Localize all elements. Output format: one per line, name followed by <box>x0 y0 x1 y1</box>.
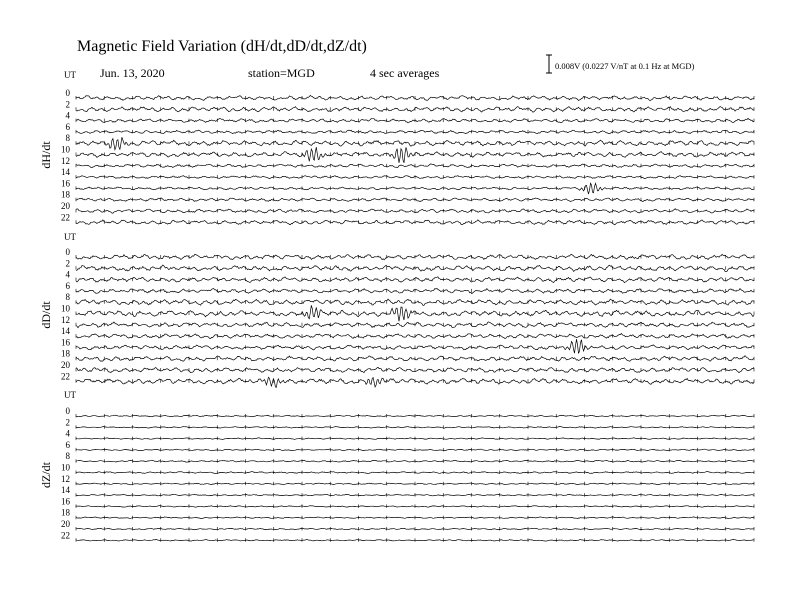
row-label: 22 <box>61 530 70 541</box>
row-label: 12 <box>61 473 70 484</box>
row-label: 4 <box>65 269 70 280</box>
panel-label: dZ/dt <box>39 462 53 488</box>
row-label: 22 <box>61 212 70 223</box>
ut-label: UT <box>64 232 76 242</box>
row-label: 20 <box>61 519 70 529</box>
row-label: 10 <box>61 144 70 155</box>
row-label: 20 <box>61 201 70 211</box>
panel-label: dD/dt <box>39 301 53 329</box>
row-label: 10 <box>61 303 70 314</box>
panel-label: dH/dt <box>39 141 53 169</box>
row-label: 18 <box>61 189 70 200</box>
row-label: 16 <box>61 337 70 348</box>
row-label: 16 <box>61 496 70 507</box>
row-label: 12 <box>61 314 70 325</box>
row-label: 6 <box>65 280 70 291</box>
row-label: 2 <box>65 258 70 269</box>
row-label: 8 <box>65 451 70 462</box>
row-label: 14 <box>61 326 70 337</box>
row-label: 22 <box>61 371 70 382</box>
scale-bar-label: 0.008V (0.0227 V/nT at 0.1 Hz at MGD) <box>555 61 695 71</box>
averaging-label: 4 sec averages <box>370 66 440 80</box>
ut-label: UT <box>64 70 76 80</box>
row-label: 0 <box>65 88 70 98</box>
row-label: 0 <box>65 406 70 416</box>
row-label: 6 <box>65 121 70 132</box>
row-label: 12 <box>61 155 70 166</box>
row-label: 16 <box>61 178 70 189</box>
row-label: 0 <box>65 247 70 257</box>
row-label: 18 <box>61 507 70 518</box>
row-label: 8 <box>65 133 70 144</box>
row-label: 2 <box>65 417 70 428</box>
row-label: 4 <box>65 110 70 121</box>
row-label: 14 <box>61 167 70 178</box>
row-label: 20 <box>61 360 70 370</box>
row-label: 6 <box>65 439 70 450</box>
row-label: 8 <box>65 292 70 303</box>
chart-title: Magnetic Field Variation (dH/dt,dD/dt,dZ/dt) <box>77 38 367 55</box>
row-label: 2 <box>65 99 70 110</box>
row-label: 10 <box>61 462 70 473</box>
station-label: station=MGD <box>248 66 315 80</box>
row-label: 18 <box>61 348 70 359</box>
row-label: 4 <box>65 428 70 439</box>
row-label: 14 <box>61 485 70 496</box>
date-label: Jun. 13, 2020 <box>100 66 165 80</box>
ut-label: UT <box>64 390 76 400</box>
